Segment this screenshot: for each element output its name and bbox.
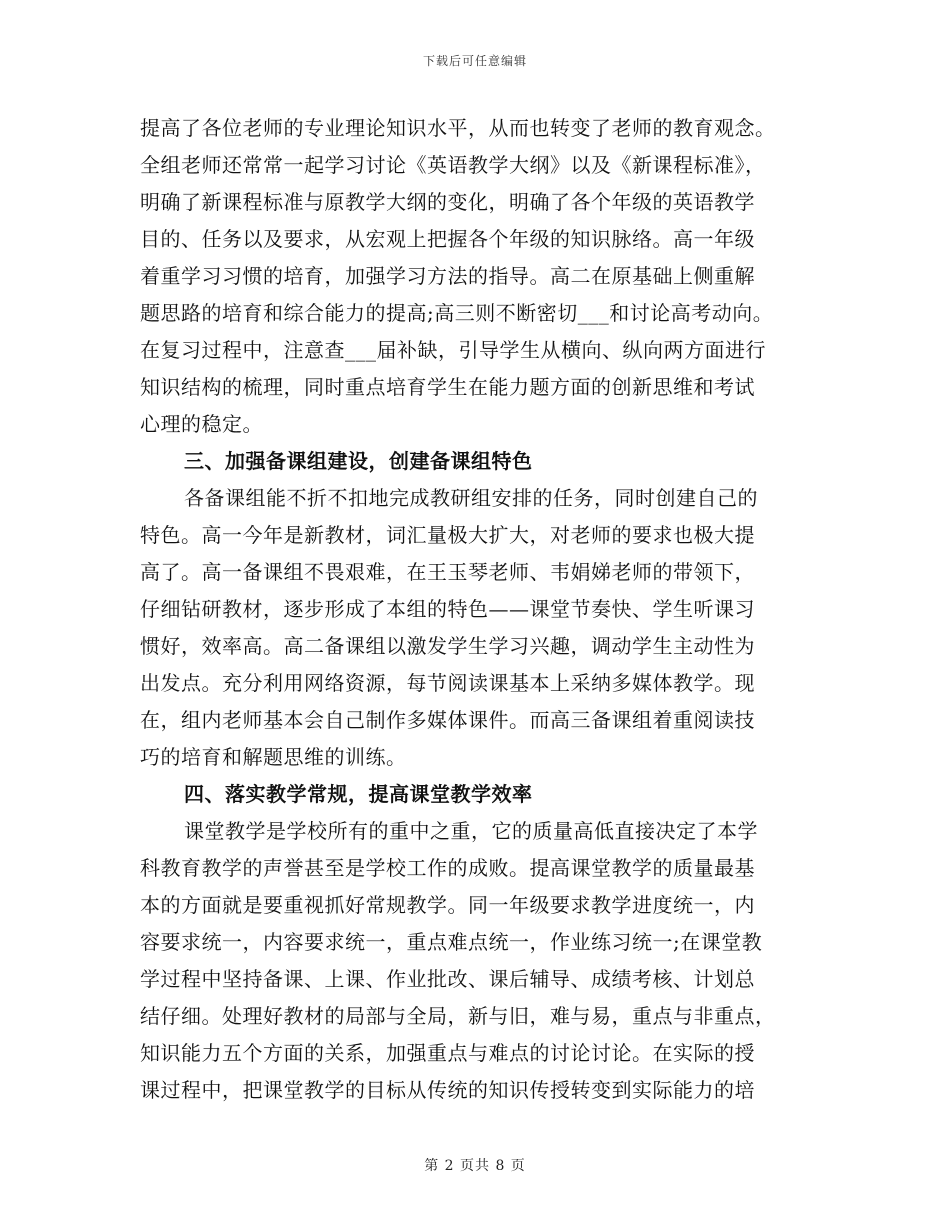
body-line: 巧的培育和解题思维的训练。 [140, 745, 407, 769]
body-line: 全组老师还常常一起学习讨论《英语教学大纲》以及《新课程标准》， [140, 153, 766, 177]
body-line: 知识结构的梳理，同时重点培育学生在能力题方面的创新思维和考试 [140, 375, 755, 399]
body-line: 题思路的培育和综合能力的提高;高三则不断密切___和讨论高考动向。 [140, 301, 774, 325]
body-line: 高了。高一备课组不畏艰难，在王玉琴老师、韦娟娣老师的带领下， [140, 560, 755, 584]
body-line: 容要求统一，内容要求统一，重点难点统一，作业练习统一;在课堂教 [140, 930, 763, 954]
body-line: 仔细钻研教材，逐步形成了本组的特色——课堂节奏快、学生听课习 [140, 597, 755, 621]
body-line: 惯好，效率高。高二备课组以激发学生学习兴趣，调动学生主动性为 [140, 634, 755, 658]
body-line: 结仔细。处理好教材的局部与全局，新与旧，难与易，重点与非重点， [140, 1004, 776, 1028]
body-line: 知识能力五个方面的关系，加强重点与难点的讨论讨论。在实际的授 [140, 1041, 755, 1065]
body-line: 课过程中，把课堂教学的目标从传统的知识传授转变到实际能力的培 [140, 1078, 755, 1102]
body-line: 各备课组能不折不扣地完成教研组安排的任务，同时创建自己的 [184, 486, 758, 510]
body-line: 出发点。充分利用网络资源，每节阅读课基本上采纳多媒体教学。现 [140, 671, 755, 695]
body-line: 明确了新课程标准与原教学大纲的变化，明确了各个年级的英语教学 [140, 190, 755, 214]
page-footer: 第 2 页共 8 页 [424, 1158, 526, 1174]
body-line: 着重学习习惯的培育，加强学习方法的指导。高二在原基础上侧重解 [140, 264, 755, 288]
body-line: 课堂教学是学校所有的重中之重，它的质量高低直接决定了本学 [184, 819, 758, 843]
body-line: 学过程中坚持备课、上课、作业批改、课后辅导、成绩考核、计划总 [140, 967, 755, 991]
document-body [140, 110, 810, 1109]
body-line: 提高了各位老师的专业理论知识水平，从而也转变了老师的教育观念。 [140, 116, 776, 140]
body-line: 在复习过程中，注意查___届补缺，引导学生从横向、纵向两方面进行 [140, 338, 766, 362]
body-line: 特色。高一今年是新教材，词汇量极大扩大，对老师的要求也极大提 [140, 523, 755, 547]
body-line: 在，组内老师基本会自己制作多媒体课件。而高三备课组着重阅读技 [140, 708, 755, 732]
body-line: 本的方面就是要重视抓好常规教学。同一年级要求教学进度统一，内 [140, 893, 755, 917]
page-header: 下载后可任意编辑 [422, 54, 527, 68]
body-line: 目的、任务以及要求，从宏观上把握各个年级的知识脉络。高一年级 [140, 227, 755, 251]
section-heading: 三、加强备课组建设，创建备课组特色 [184, 449, 533, 473]
body-line: 科教育教学的声誉甚至是学校工作的成败。提高课堂教学的质量最基 [140, 856, 755, 880]
section-heading: 四、落实教学常规，提高课堂教学效率 [184, 782, 533, 806]
body-line: 心理的稳定。 [140, 412, 263, 436]
